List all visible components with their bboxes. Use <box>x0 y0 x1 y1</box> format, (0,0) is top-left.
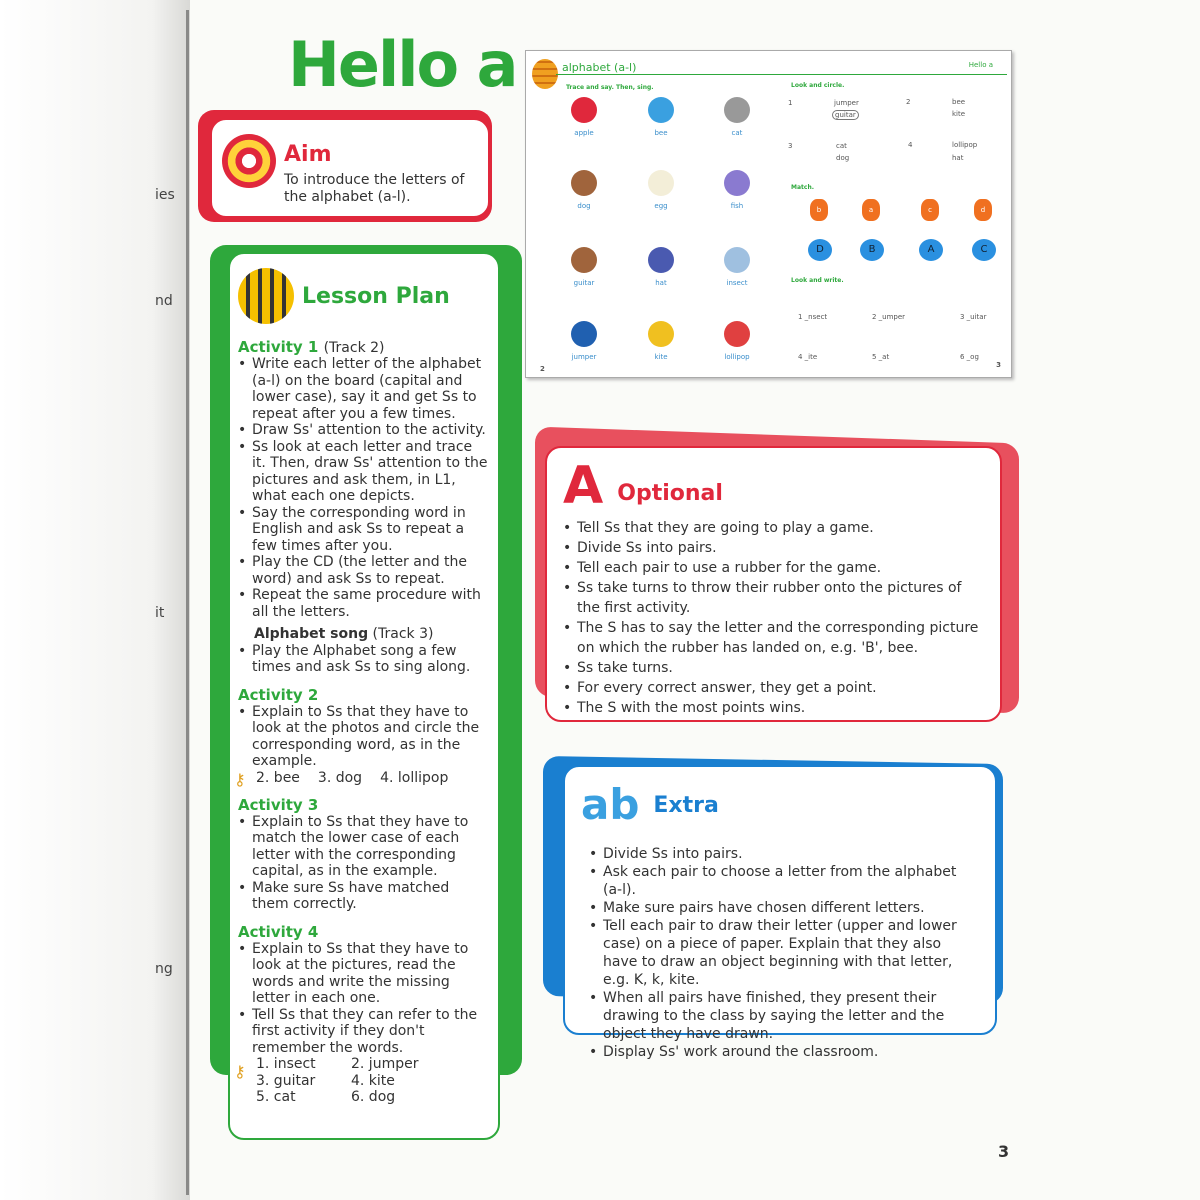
match-lowercase: d <box>974 199 992 221</box>
picture-apple-icon <box>571 97 597 123</box>
picture-dog-icon <box>571 170 597 196</box>
exercise2-title: Look and circle. <box>791 82 845 89</box>
picture-label: cat <box>731 129 743 137</box>
ex4-item: 2 _umper <box>872 313 906 321</box>
list-item: • Tell Ss that they are going to play a game. <box>563 518 984 538</box>
thumb-page-left: 2 <box>540 365 545 373</box>
list-item: • The S has to say the letter and the corresponding picture on which the rubber has landed on, e.g. 'B', bee. <box>563 618 984 658</box>
song-name: Alphabet song <box>254 626 369 642</box>
activity2-name: Activity 2 <box>238 685 319 704</box>
answer: 5. cat <box>256 1089 296 1105</box>
answer: 1. insect <box>256 1056 316 1072</box>
answer: 6. dog <box>351 1089 396 1105</box>
list-item: • Play the Alphabet song a few times and ask Ss to sing along. <box>238 643 488 676</box>
aim-text: To introduce the letters of the alphabet (a-l). <box>284 172 465 205</box>
activity2-answers <box>234 769 488 789</box>
exercise4-title: Look and write. <box>791 277 844 284</box>
margin-fragment: nd <box>155 293 173 309</box>
picture-label: fish <box>730 202 744 210</box>
answer: 2. bee <box>256 769 300 786</box>
ex2-option: cat <box>836 142 847 150</box>
picture-cat-icon <box>724 97 750 123</box>
answer: 3. dog <box>317 769 363 786</box>
picture-label: insect <box>726 279 748 287</box>
page-number: 3 <box>998 1142 1010 1161</box>
ex2-number: 3 <box>788 142 793 150</box>
list-item: • Draw Ss' attention to the activity. <box>238 422 488 439</box>
extra-heading: Extra <box>653 792 719 818</box>
ex2-number: 2 <box>906 98 911 106</box>
margin-fragment: it <box>155 605 165 621</box>
ex2-option: dog <box>836 154 850 162</box>
ex4-item: 3 _uitar <box>960 313 987 321</box>
picture-label: hat <box>655 279 667 287</box>
exercise1-title: Trace and say. Then, sing. <box>566 84 654 91</box>
match-uppercase: B <box>860 239 884 261</box>
activity1-track: (Track 2) <box>323 340 385 356</box>
ex2-option-circled: guitar <box>832 110 859 120</box>
match-lowercase: a <box>862 199 880 221</box>
list-item: • Say the corresponding word in English and ask Ss to repeat a few times after you. <box>238 505 488 555</box>
margin-fragment: ies <box>155 187 175 203</box>
letters-mascot-icon: ab <box>581 780 640 829</box>
thumbnail-corner: Hello a <box>968 61 993 69</box>
activity4-answers <box>234 1056 488 1106</box>
picture-label: bee <box>654 129 668 137</box>
ex4-item: 4 _ite <box>798 353 818 361</box>
picture-kite-icon <box>648 321 674 347</box>
picture-egg-icon <box>648 170 674 196</box>
match-uppercase: C <box>972 239 996 261</box>
list-item: • Play the CD (the letter and the word) and ask Ss to repeat. <box>238 554 488 587</box>
picture-label: jumper <box>571 353 597 361</box>
picture-guitar-icon <box>571 247 597 273</box>
answer: 2. jumper <box>351 1056 419 1072</box>
key-icon: ⚷ <box>234 769 246 789</box>
answer: 4. lollipop <box>380 769 449 786</box>
song-track: (Track 3) <box>372 626 434 642</box>
answer: 4. kite <box>351 1072 395 1089</box>
exercise3-title: Match. <box>791 184 814 191</box>
match-uppercase: A <box>919 239 943 261</box>
list-item: • Tell each pair to draw their letter (upper and lower case) on a piece of paper. Explain that they also have to draw an object beginning with that letter, e.g. K, k, kite. <box>589 917 979 989</box>
list-item: • Display Ss' work around the classroom. <box>589 1043 979 1061</box>
list-item: • When all pairs have finished, they present their drawing to the class by saying the letter and the object they have drawn. <box>589 989 979 1043</box>
ex2-number: 1 <box>788 99 793 107</box>
ex4-item: 6 _og <box>960 353 979 361</box>
picture-label: lollipop <box>724 353 750 361</box>
picture-insect-icon <box>724 247 750 273</box>
ex4-item: 5 _at <box>872 353 890 361</box>
list-item: • Make sure pairs have chosen different letters. <box>589 899 979 917</box>
beehive-icon <box>532 59 558 89</box>
match-lowercase: b <box>810 199 828 221</box>
aim-box <box>210 118 490 218</box>
picture-label: egg <box>654 202 668 210</box>
list-item: • Tell Ss that they can refer to the first activity if they don't remember the words. <box>238 1007 488 1057</box>
picture-hat-icon <box>648 247 674 273</box>
picture-label: dog <box>577 202 591 210</box>
picture-lollipop-icon <box>724 321 750 347</box>
answer: 3. guitar <box>256 1072 316 1089</box>
list-item: • Explain to Ss that they have to look at the photos and circle the corresponding word, as in the example. <box>238 704 488 770</box>
list-item: • Explain to Ss that they have to match the lower case of each letter with the corresponding capital, as in the example. <box>238 814 488 880</box>
list-item: • Ask each pair to choose a letter from the alphabet (a-l). <box>589 863 979 899</box>
picture-label: guitar <box>573 279 595 287</box>
ex4-item: 1 _nsect <box>798 313 828 321</box>
list-item: • Divide Ss into pairs. <box>563 538 984 558</box>
ex2-option: hat <box>952 154 964 162</box>
activity1-list <box>238 356 488 620</box>
lesson-plan-heading: Lesson Plan <box>302 283 450 309</box>
list-item: • Make sure Ss have matched them correctly. <box>238 880 488 913</box>
letter-a-mascot-icon: A <box>563 456 604 516</box>
ex2-option: jumper <box>834 99 859 107</box>
list-item: • Explain to Ss that they have to look at the pictures, read the words and write the missing letter in each one. <box>238 941 488 1007</box>
list-item: • Divide Ss into pairs. <box>589 845 979 863</box>
list-item: • Ss take turns. <box>563 658 984 678</box>
optional-heading: Optional <box>617 480 723 506</box>
extra-box <box>563 765 997 1060</box>
thumbnail-title: alphabet (a-l) <box>562 61 637 74</box>
match-lowercase: c <box>921 199 939 221</box>
list-item: • Ss look at each letter and trace it. Then, draw Ss' attention to the pictures and ask them, in L1, what each one depicts. <box>238 439 488 505</box>
student-book-thumbnail <box>525 50 1012 378</box>
page-title: Hello a <box>288 28 517 101</box>
optional-box <box>545 446 1002 722</box>
aim-heading: Aim <box>284 142 332 167</box>
activity3-name: Activity 3 <box>238 795 319 814</box>
book-spine <box>186 10 189 1195</box>
ex2-option: kite <box>952 110 966 118</box>
key-icon: ⚷ <box>234 1062 246 1081</box>
list-item: • For every correct answer, they get a point. <box>563 678 984 698</box>
picture-label: apple <box>574 129 594 137</box>
page-gutter <box>0 0 190 1200</box>
match-uppercase: D <box>808 239 832 261</box>
picture-bee-icon <box>648 97 674 123</box>
target-icon <box>222 134 276 188</box>
bee-icon <box>238 268 294 324</box>
list-item: • Tell each pair to use a rubber for the game. <box>563 558 984 578</box>
picture-fish-icon <box>724 170 750 196</box>
picture-jumper-icon <box>571 321 597 347</box>
list-item: • Ss take turns to throw their rubber onto the pictures of the first activity. <box>563 578 984 618</box>
ex2-option: lollipop <box>952 141 978 149</box>
list-item: • The S with the most points wins. <box>563 698 984 718</box>
list-item: • Repeat the same procedure with all the letters. <box>238 587 488 620</box>
thumb-page-right: 3 <box>996 361 1001 369</box>
ex2-number: 4 <box>908 141 913 149</box>
margin-fragment: ng <box>155 961 173 977</box>
picture-label: kite <box>654 353 668 361</box>
lesson-plan-box <box>228 252 500 1140</box>
activity4-name: Activity 4 <box>238 922 319 941</box>
list-item: • Write each letter of the alphabet (a-l) on the board (capital and lower case), say it and get Ss to repeat after you a few times. <box>238 356 488 422</box>
ex2-option: bee <box>952 98 966 106</box>
activity1-name: Activity 1 <box>238 338 319 356</box>
